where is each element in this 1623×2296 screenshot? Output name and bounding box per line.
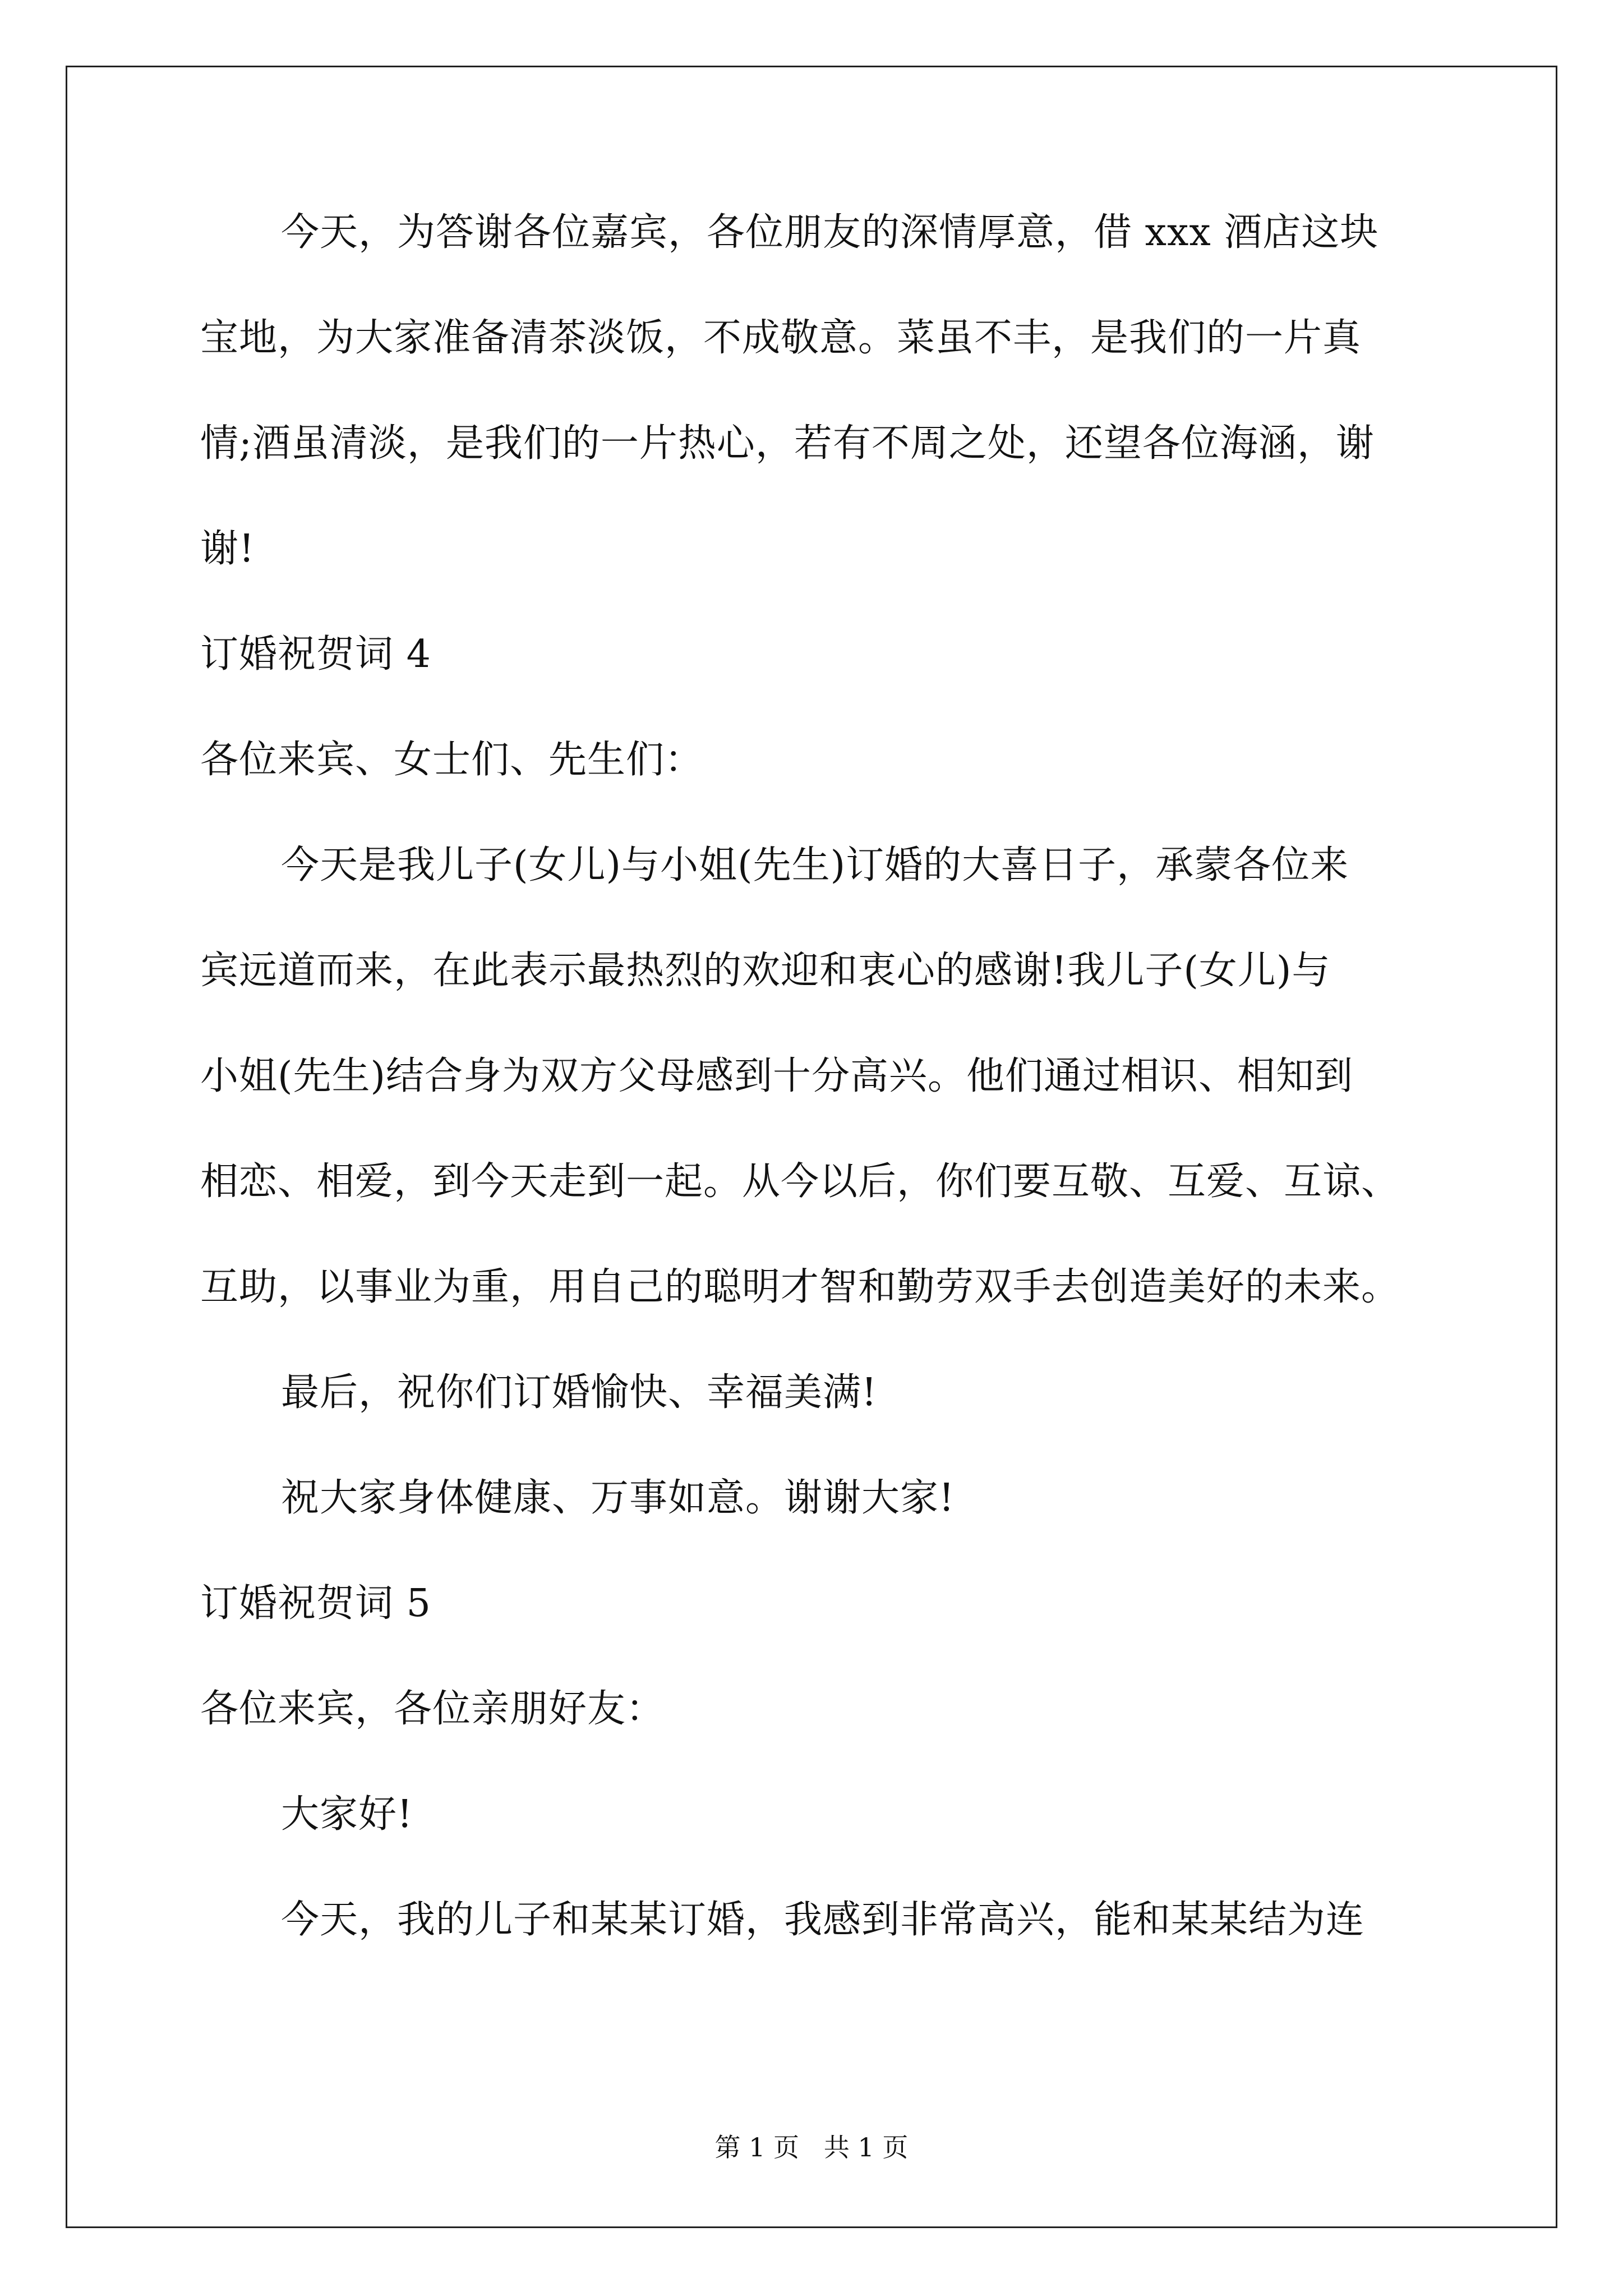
paragraph-line: 最后，祝你们订婚愉快、幸福美满! [281, 1370, 878, 1415]
salutation: 各位来宾、女士们、先生们： [200, 738, 704, 782]
paragraph-line: 宾远道而来，在此表示最热烈的欢迎和衷心的感谢!我儿子(女儿)与 [200, 949, 1331, 993]
document-body [200, 210, 1428, 2003]
paragraph-line: 相恋、相爱，到今天走到一起。从今以后，你们要互敬、互爱、互谅、 [200, 1159, 1400, 1204]
paragraph-line: 今天，我的儿子和某某订婚，我感到非常高兴，能和某某结为连 [281, 1898, 1365, 1942]
paragraph-line: 今天是我儿子(女儿)与小姐(先生)订婚的大喜日子，承蒙各位来 [281, 843, 1349, 887]
paragraph-line: 互助，以事业为重，用自己的聪明才智和勤劳双手去创造美好的未来。 [200, 1265, 1400, 1309]
paragraph-line: 情;酒虽清淡，是我们的一片热心，若有不周之处，还望各位海涵，谢 [200, 421, 1375, 466]
section-heading: 订婚祝贺词 4 [200, 632, 431, 677]
paragraph-line: 宝地，为大家准备清茶淡饭，不成敬意。菜虽不丰，是我们的一片真 [200, 316, 1362, 360]
salutation: 各位来宾，各位亲朋好友： [200, 1687, 665, 1731]
paragraph-line: 谢! [200, 527, 255, 571]
paragraph-line: 小姐(先生)结合身为双方父母感到十分高兴。他们通过相识、相知到 [200, 1054, 1354, 1098]
paragraph-line: 祝大家身体健康、万事如意。谢谢大家! [281, 1476, 955, 1520]
page-number-footer: 第 1 页 共 1 页 [714, 2132, 909, 2162]
paragraph-line: 今天，为答谢各位嘉宾，各位朋友的深情厚意，借 xxx 酒店这块 [281, 210, 1379, 255]
section-heading: 订婚祝贺词 5 [200, 1581, 431, 1626]
paragraph-line: 大家好! [281, 1792, 413, 1837]
